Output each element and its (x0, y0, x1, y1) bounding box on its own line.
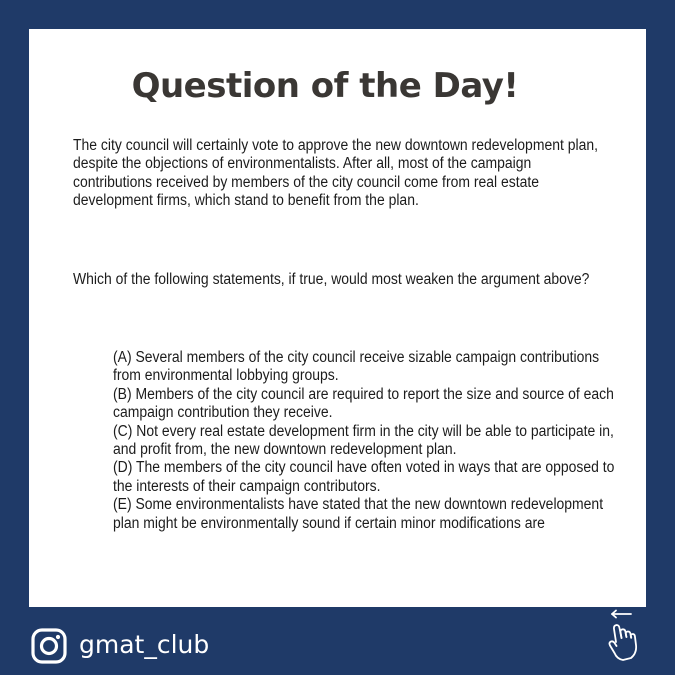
question-passage: The city council will certainly vote to approve the new downtown redevelopment plan, despite the objections of environmentalists. After all, most of the campaign contributions received by members of the city council come from real estate development firms, which stand to benefit from the plan. (73, 137, 598, 210)
question-stem: Which of the following statements, if true, would most weaken the argument above? (73, 271, 590, 288)
answer-option-a: (A) Several members of the city council receive sizable campaign contributions from environmental lobbying groups. (113, 349, 600, 385)
answer-options (113, 349, 626, 533)
page-title: Question of the Day! (131, 66, 519, 106)
answer-option-b: (B) Members of the city council are required to report the size and source of each campaign contribution they receive. (113, 385, 614, 422)
answer-option-d: (D) The members of the city council have often voted in ways that are opposed to the interests of their campaign contributors. (113, 459, 615, 495)
instagram-icon[interactable] (30, 627, 68, 665)
swipe-left-hand-icon (602, 609, 646, 663)
answer-option-e: (E) Some environmentalists have stated that the new downtown redevelopment plan might be environmentally sound if certain minor modifications are (113, 496, 604, 532)
answer-option-c: (C) Not every real estate development firm in the city will be able to participate in, and profit from, the new downtown redevelopment plan. (113, 422, 614, 459)
instagram-handle[interactable]: gmat_club (79, 630, 210, 659)
